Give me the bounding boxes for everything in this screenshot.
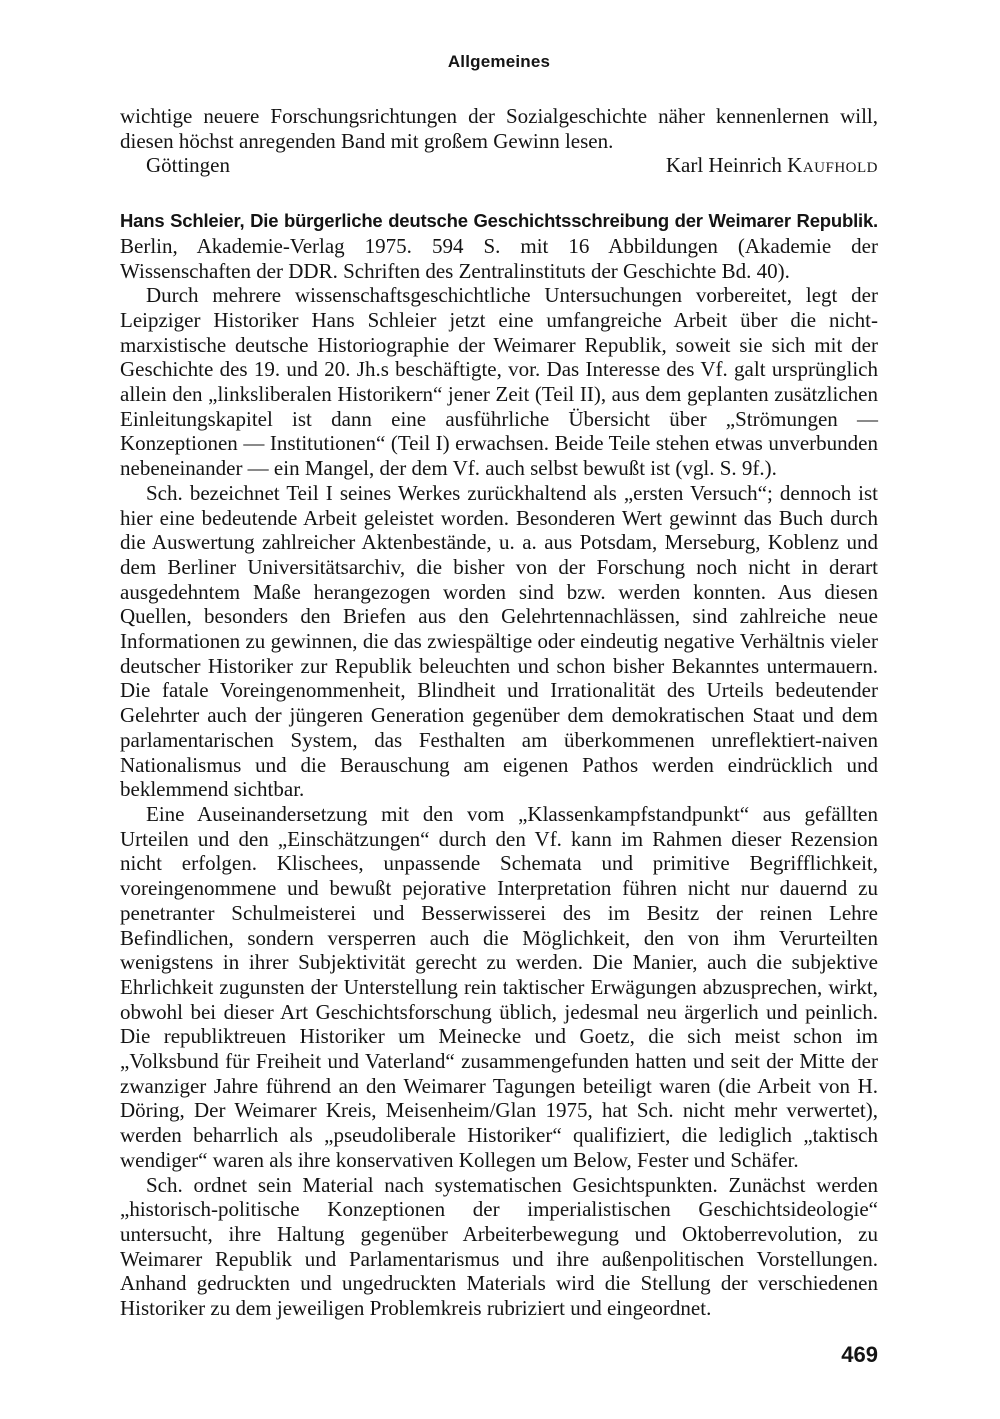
signature-reviewer <box>666 153 878 178</box>
reviewer-first-name: Karl Heinrich <box>665 153 782 178</box>
review-paragraph: Sch. ordnet sein Material nach systematischen Gesichtspunkten. Zunächst werden „historisch-politische Konzeptionen der imperialistischen Geschichtsideologie“ untersucht, ihre Haltung gegenüber Arbeiterbewegung und Oktoberrevolution, zu Weimarer Republik und Parlamentarismus und ihre außenpolitischen Vorstellungen. Anhand gedruckten und ungedruckten Materials wird die Stellung der verschiedenen Historiker zu dem jeweiligen Problemkreis rubriziert und eingeordnet. <box>120 1172 878 1321</box>
running-head: Allgemeines <box>447 52 551 71</box>
signature-place: Göttingen <box>146 153 230 178</box>
review-paragraph: Sch. bezeichnet Teil I seines Werkes zurückhaltend als „ersten Versuch“; dennoch ist hier eine bedeutende Arbeit geleistet worden. Besonderen Wert gewinnt das Buch durch die Auswertung zahlreicher Aktenbestände, u. a. aus Potsdam, Merseburg, Koblenz und dem Berliner Universitätsarchiv, die bisher von der Forschung noch nicht in derart ausgedehntem Maße herangezogen worden sind bzw. werden konnten. Aus diesen Quellen, besonders den Briefen aus den Gelehrtennachlässen, sind zahlreiche neue Informationen zu gewinnen, die das zwiespältige oder eindeutig negative Verhältnis vieler deutscher Historiker zur Republik beleuchten und schon bisher Bekanntes untermauern. Die fatale Voreingenommenheit, Blindheit und Irrationalität des Urteils bedeutender Gelehrter auch der jüngeren Generation gegenüber dem demokratischen Staat und dem parlamentarischen System, das Festhalten am überkommenen unreflektiert-naiven Nationalismus und die Berauschung am eigenen Pathos werden eindrücklich und beklemmend sichtbar. <box>120 480 878 802</box>
previous-review-signature <box>120 153 878 178</box>
document-page <box>120 50 878 1321</box>
previous-review-closing-text: wichtige neuere Forschungsrichtungen der Sozialgeschichte näher kennenlernen will, diesen höchst anregenden Band mit großem Gewinn lesen. <box>120 104 878 153</box>
citation-details: Berlin, Akademie-Verlag 1975. 594 S. mit 16 Abbildungen (Akademie der Wissenschaften der DDR. Schriften des Zentralinstituts der Geschichte Bd. 40). <box>120 233 878 283</box>
review-paragraph: Durch mehrere wissenschaftsgeschichtliche Untersuchungen vorbereitet, legt der Leipziger Historiker Hans Schleier jetzt eine umfangreiche Arbeit über die nicht-marxistische deutsche Historiographie der Weimarer Republik, soweit sie sich mit der Geschichte des 19. und 20. Jh.s beschäftigte, vor. Das Interesse des Vf. galt ursprünglich allein den „linksliberalen Historikern“ jener Zeit (Teil II), aus dem geplanten zusätzlichen Einleitungskapitel ist dann eine ausführliche Übersicht über „Strömungen — Konzeptionen — Institutionen“ (Teil I) erwachsen. Beide Teile stehen etwas unverbunden nebeneinander — ein Mangel, der dem Vf. auch selbst bewußt ist (vgl. S. 9f.). <box>120 283 878 481</box>
citation-title: Hans Schleier, Die bürgerliche deutsche Geschichtsschreibung der Weimarer Republik. <box>120 210 878 232</box>
page-number: 469 <box>841 1342 878 1367</box>
reviewer-last-name: Kaufhold <box>787 153 878 178</box>
review-paragraph: Eine Auseinandersetzung mit den vom „Klassenkampfstandpunkt“ aus gefällten Urteilen und den „Einschätzungen“ durch den Vf. kann im Rahmen dieser Rezension nicht erfolgen. Klischees, unpassende Schemata und primitive Begrifflichkeit, voreingenommene und bewußt pejorative Interpretation führen nicht nur dauernd zu penetranter Schulmeisterei und Besserwisserei des im Besitz der reinen Lehre Befindlichen, sondern versperren auch die Möglichkeit, den von ihm Verurteilten wenigstens in ihrer Subjektivität gerecht zu werden. Die Manier, auch die subjektive Ehrlichkeit zugunsten der Unterstellung rein taktischer Erwägungen abzusprechen, wirkt, obwohl bei dieser Art Geschichtsforschung üblich, jedesmal neu ärgerlich und peinlich. Die republiktreuen Historiker um Meinecke und Goetz, die sich meist schon im „Volksbund für Freiheit und Vaterland“ zusammengefunden hatten und seit der Mitte der zwanziger Jahre führend an den Weimarer Tagungen beteiligt waren (die Arbeit von H. Döring, Der Weimarer Kreis, Meisenheim/Glan 1975, hat Sch. nicht mehr verwertet), werden beharrlich als „pseudoliberale Historiker“ qualifiziert, die lediglich „taktisch wendiger“ waren als ihre konservativen Kollegen um Below, Fester und Schäfer. <box>120 801 878 1172</box>
review-citation <box>120 208 878 283</box>
